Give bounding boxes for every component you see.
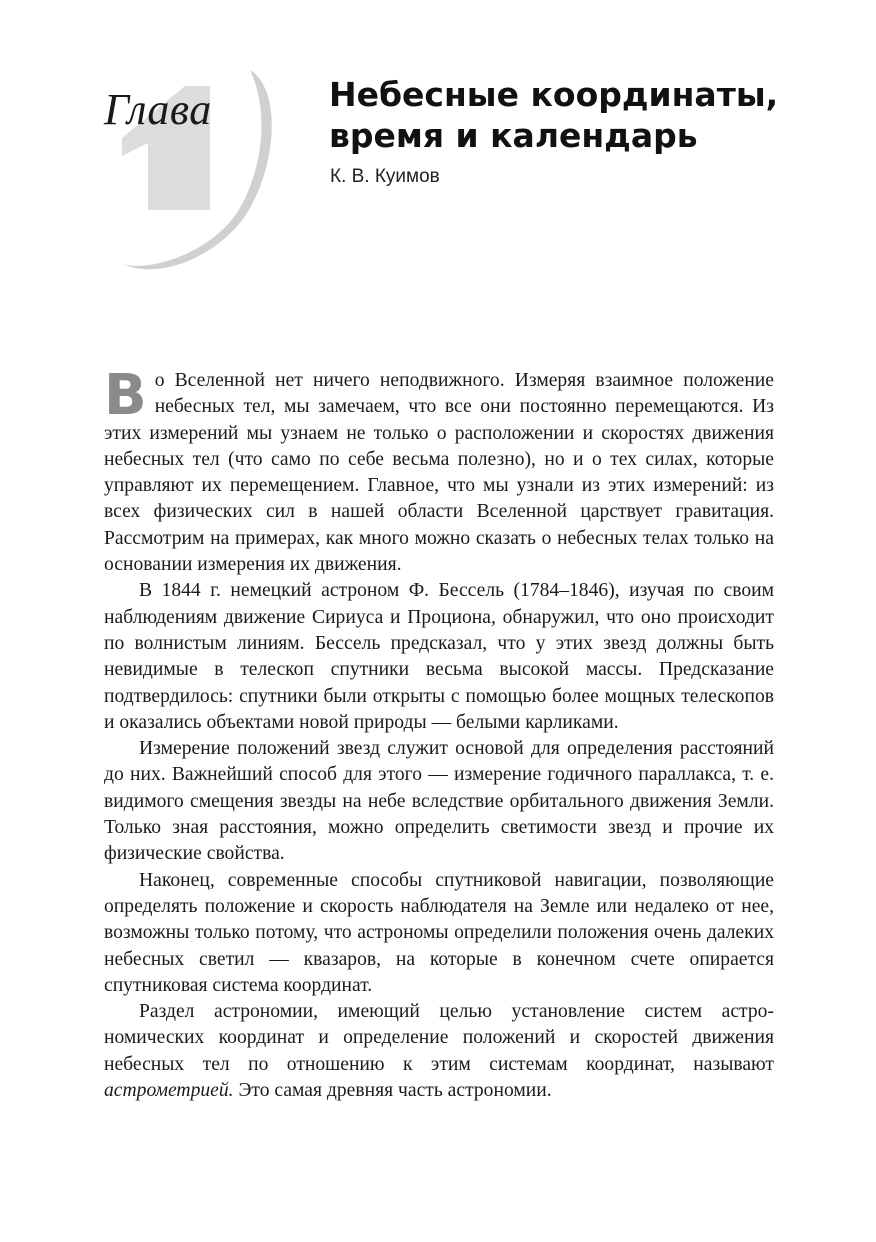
chapter-body <box>104 363 774 1104</box>
chapter-title <box>329 74 849 156</box>
drop-cap: В <box>104 363 147 428</box>
paragraph-1-text: о Вселенной нет ничего неподвижного. Измеряя взаимное положение небесных тел, мы замечаем, что все они постоянно перемещаются. Из этих измерений мы узнаем не только о расположении и скоростях движения небесных тел (что само по себе весьма полезно), но и о тех силах, которые управляют их перемещением. Главное, что мы узнали из этих измерений: из всех физических сил в нашей области Вселенной царствует гравитация. Рассмотрим на примерах, как много можно сказать о небесных телах только на основании измерения их движения. <box>104 370 774 576</box>
chapter-title-line-2: время и календарь <box>329 116 698 155</box>
paragraph-4: Наконец, современные способы спутниковой навигации, позволяющие определять положение и скорость наблюдателя на Земле или недалеко от нее, возможны только потому, что астрономы определили положения очень далеких небесных светил — квазаров, на которые в конечном счете опирается спутниковая система координат. <box>104 869 774 996</box>
paragraph-2: В 1844 г. немецкий астроном Ф. Бессель (1784–1846), изучая по своим наблюдениям движение Сириуса и Проциона, обнаружил, что оно происходит по волнистым линиям. Бессель предсказал, что у этих звезд должны быть невидимые в телескоп спутники весьма высокой массы. Предсказание подтвердилось: спутники были открыты с помощью более мощных телескопов и оказались объектами новой природы — белыми карликами. <box>104 580 774 733</box>
paragraph-5-text-end: Это самая древняя часть астрономии. <box>233 1080 552 1102</box>
chapter-label: Глава <box>104 85 212 134</box>
chapter-title-line-1: Небесные координаты, <box>329 75 779 114</box>
chapter-author: К. В. Куимов <box>330 166 440 187</box>
paragraph-5 <box>104 999 774 1104</box>
paragraph-1 <box>104 363 774 578</box>
paragraph-3: Измерение положений звезд служит основой для определения расстояний до них. Важнейший способ для этого — измерение годичного параллакса, т. е. видимого смещения звезды на небе вследствие орбитального движения Земли. Только зная расстояния, можно определить светимости звезд и прочие их физические свойства. <box>104 738 774 865</box>
paragraph-5-text-start: Раздел астрономии, имеющий целью установление систем астрономических координат и определение положений и скоростей движения небесных тел по отношению к этим системам координат, называют <box>104 1001 774 1075</box>
term-astrometry: астрометрией. <box>104 1080 234 1102</box>
